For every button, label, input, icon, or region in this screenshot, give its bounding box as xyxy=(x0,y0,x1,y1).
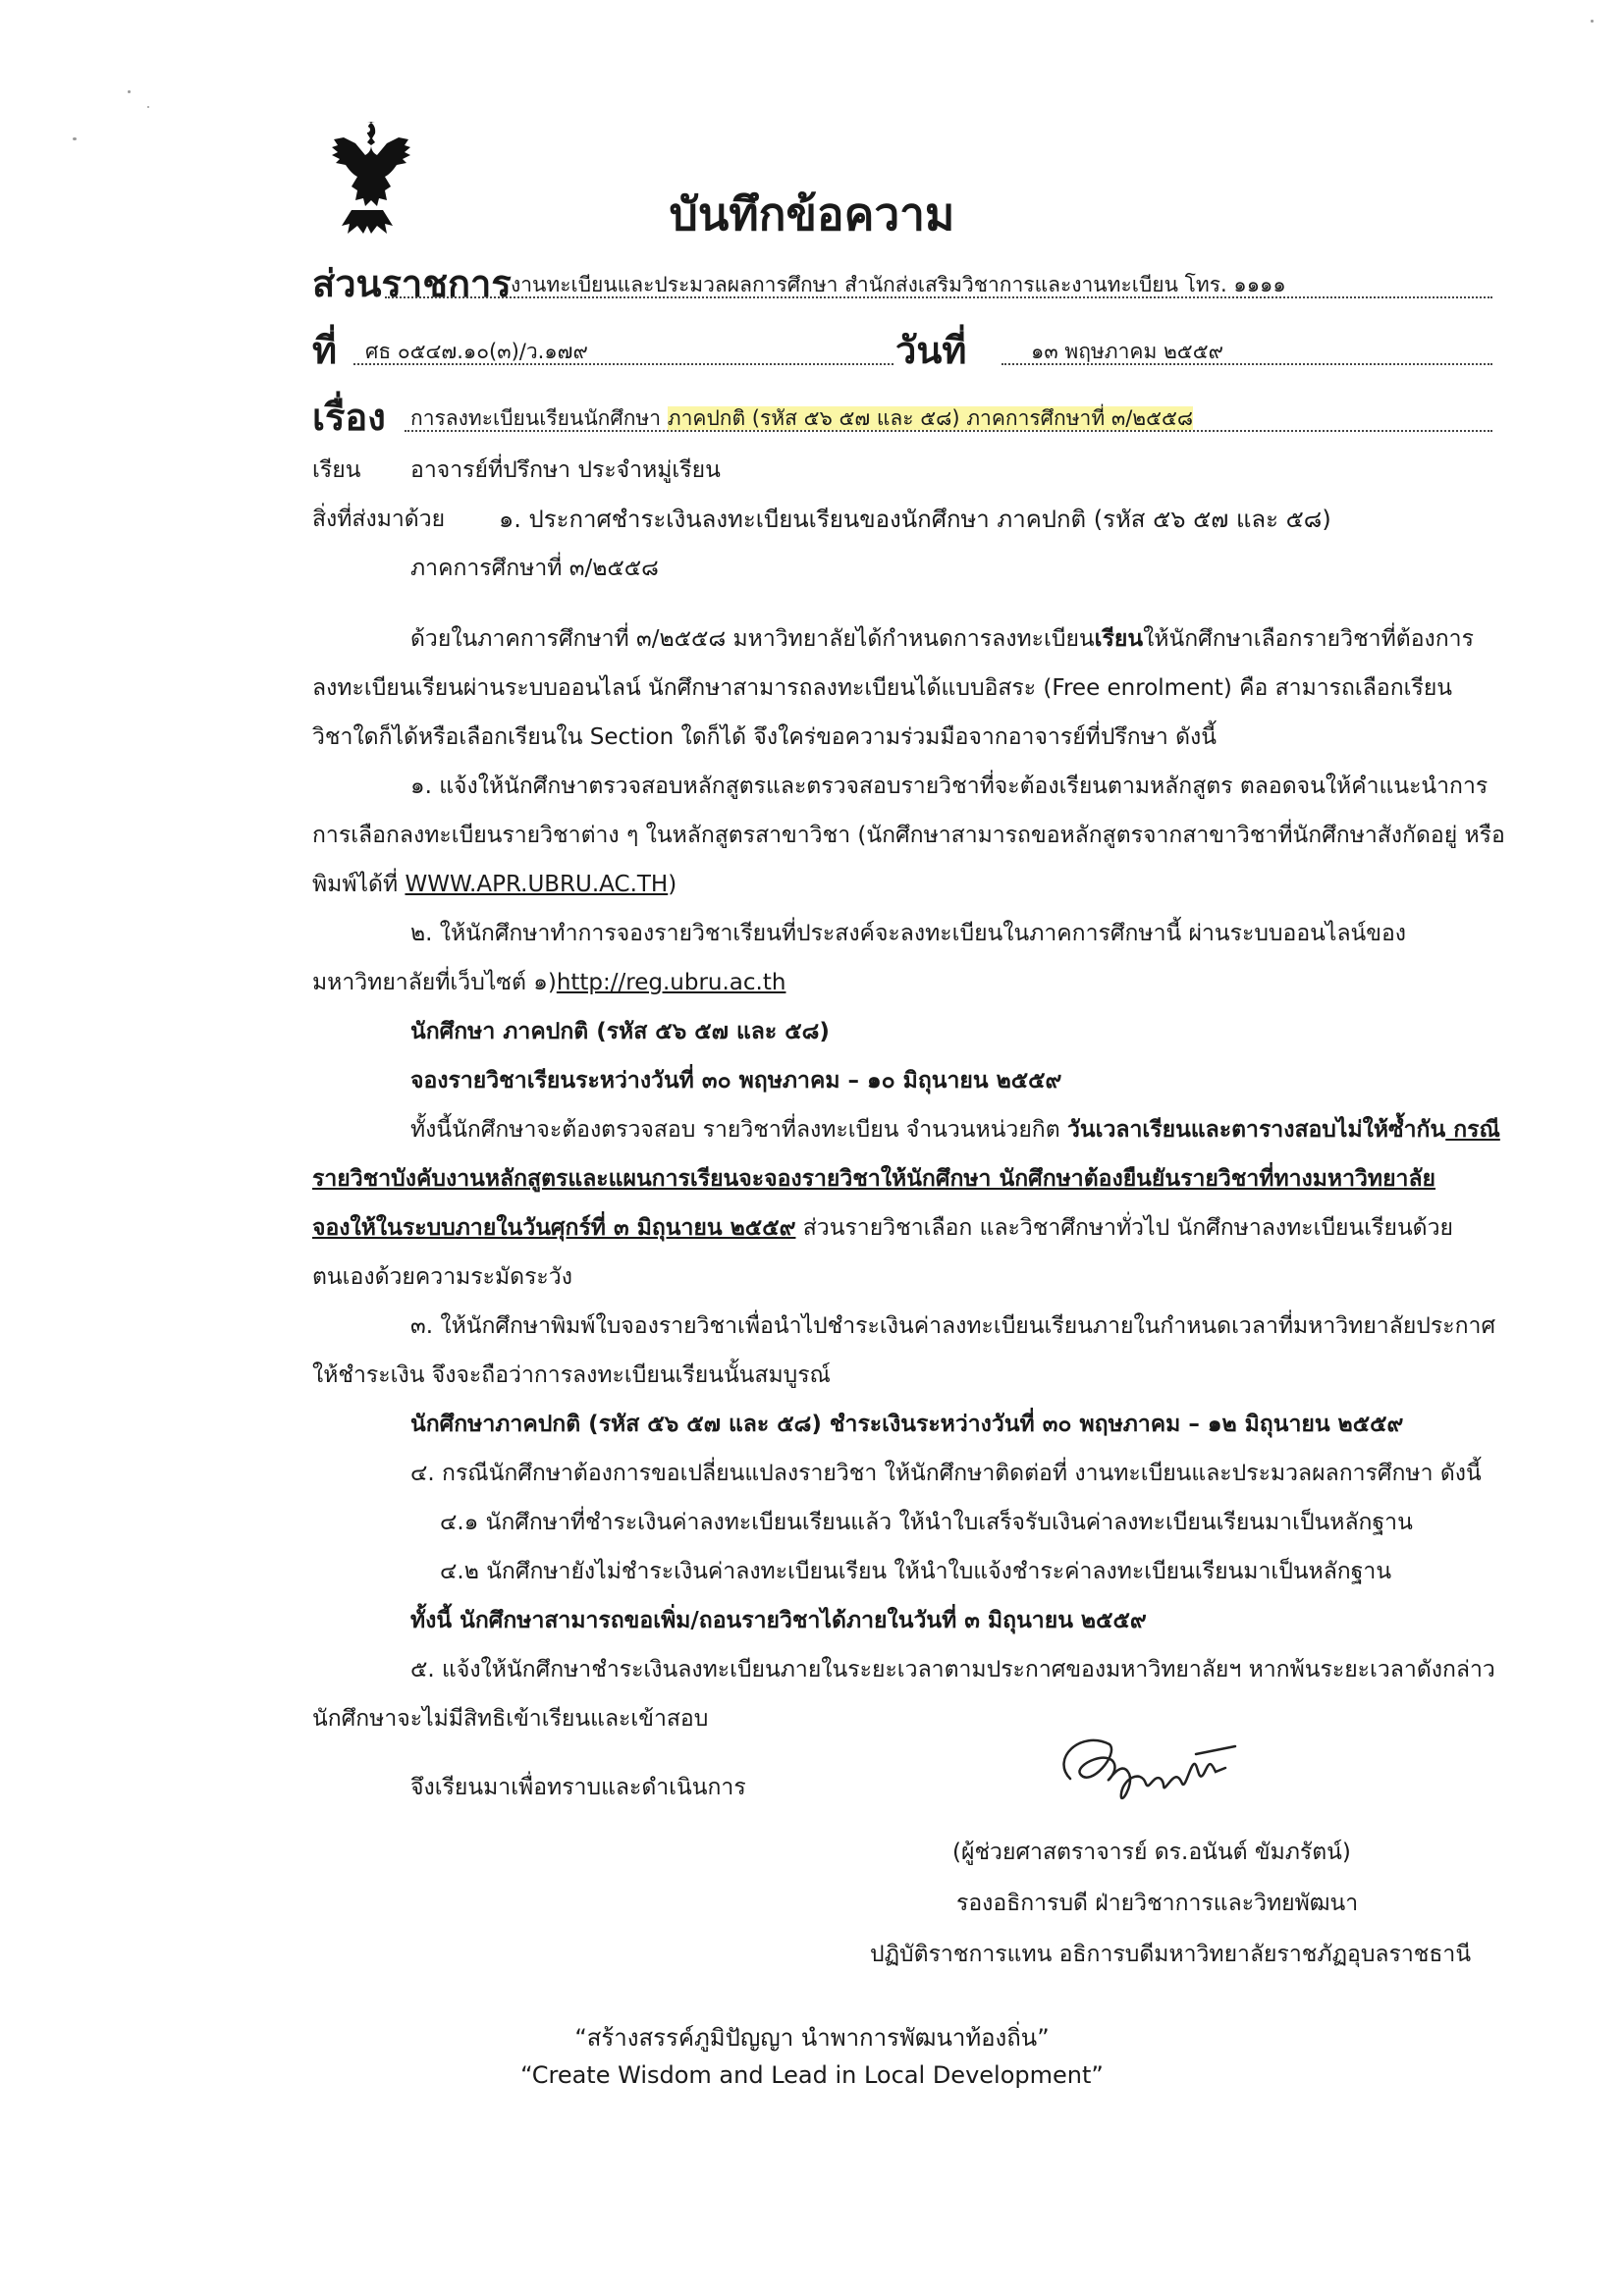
item-1-line-1: ๑. แจ้งให้นักศึกษาตรวจสอบหลักสูตรและตรวจสอบรายวิชาที่จะต้องเรียนตามหลักสูตร ตลอดจนให้คำแนะนำการ xyxy=(410,774,1489,799)
reg-website-link[interactable]: http://reg.ubru.ac.th xyxy=(556,970,786,995)
intro-line-2: ลงทะเบียนเรียนผ่านระบบออนไลน์ นักศึกษาสามารถลงทะเบียนได้แบบอิสระ (Free enrolment) คือ สามารถเลือกเรียน xyxy=(312,675,1453,701)
ref-dotted-line xyxy=(353,363,893,365)
subject-highlight: ภาคปกติ (รหัส ๕๖ ๕๗ และ ๕๘) ภาคการศึกษาที่ ๓/๒๕๕๘ xyxy=(667,406,1194,430)
item-3-line-1: ๓. ให้นักศึกษาพิมพ์ใบจองรายวิชาเพื่อนำไปชำระเงินค่าลงทะเบียนเรียนภายในกำหนดเวลาที่มหาวิทยาลัยประกาศ xyxy=(410,1313,1496,1339)
item-2-line-2: มหาวิทยาลัยที่เว็บไซต์ ๑)http://reg.ubru.ac.th xyxy=(312,970,786,995)
item-2-note-line-3: จองให้ในระบบภายในวันศุกร์ที่ ๓ มิถุนายน ๒๕๕๙ ส่วนรายวิชาเลือก และวิชาศึกษาทั่วไป นักศึกษาลงทะเบียนเรียนด้วย xyxy=(312,1215,1453,1241)
subject-value: การลงทะเบียนเรียนนักศึกษา ภาคปกติ (รหัส ๕๖ ๕๗ และ ๕๘) ภาคการศึกษาที่ ๓/๒๕๕๘ xyxy=(410,406,1194,430)
item-4-sub-2: ๔.๒ นักศึกษายังไม่ชำระเงินค่าลงทะเบียนเรียน ให้นำใบแจ้งชำระค่าลงทะเบียนเรียนมาเป็นหลักฐาน xyxy=(440,1559,1392,1584)
addressee-label: เรียน xyxy=(312,457,361,483)
agency-label: ส่วนราชการ xyxy=(312,262,512,305)
motto-english: “Create Wisdom and Lead in Local Development” xyxy=(520,2061,1104,2089)
intro-line-1: ด้วยในภาคการศึกษาที่ ๓/๒๕๕๘ มหาวิทยาลัยได้กำหนดการลงทะเบียนเรียนให้นักศึกษาเลือกรายวิชาที่ต้องการ xyxy=(410,626,1474,652)
subject-label: เรื่อง xyxy=(312,396,386,439)
date-label: วันที่ xyxy=(895,329,967,372)
scan-speck xyxy=(147,106,149,108)
item-4-line-1: ๔. กรณีนักศึกษาต้องการขอเปลี่ยนแปลงรายวิชา ให้นักศึกษาติดต่อที่ งานทะเบียนและประมวลผลการศึกษา ดังนี้ xyxy=(410,1461,1482,1486)
signatory-position: รองอธิการบดี ฝ่ายวิชาการและวิทยพัฒนา xyxy=(956,1891,1359,1916)
item-2-line-1: ๒. ให้นักศึกษาทำการจองรายวิชาเรียนที่ประสงค์จะลงทะเบียนในภาคการศึกษานี้ ผ่านระบบออนไลน์ของ xyxy=(410,921,1407,946)
scan-speck xyxy=(128,90,131,93)
intro-line-3: วิชาใดก็ได้หรือเลือกเรียนใน Section ใดก็ได้ จึงใคร่ขอความร่วมมือจากอาจารย์ที่ปรึกษา ดังนี้ xyxy=(312,724,1217,750)
ref-label: ที่ xyxy=(312,329,338,372)
signatory-acting-capacity: ปฏิบัติราชการแทน อธิการบดีมหาวิทยาลัยราชภัฏอุบลราชธานี xyxy=(870,1942,1472,1967)
item-2-booking-period: จองรายวิชาเรียนระหว่างวันที่ ๓๐ พฤษภาคม – ๑๐ มิถุนายน ๒๕๕๙ xyxy=(410,1068,1062,1094)
item-4-deadline: ทั้งนี้ นักศึกษาสามารถขอเพิ่ม/ถอนรายวิชาได้ภายในวันที่ ๓ มิถุนายน ๒๕๕๙ xyxy=(410,1608,1147,1633)
enclosure-line-2: ภาคการศึกษาที่ ๓/๒๕๕๘ xyxy=(410,556,659,581)
ref-number: ศธ ๐๕๔๗.๑๐(๓)/ว.๑๗๙ xyxy=(365,340,588,363)
item-4-sub-1: ๔.๑ นักศึกษาที่ชำระเงินค่าลงทะเบียนเรียนแล้ว ให้นำใบเสร็จรับเงินค่าลงทะเบียนเรียนมาเป็นหลักฐาน xyxy=(440,1510,1413,1535)
enclosure-label: สิ่งที่ส่งมาด้วย xyxy=(312,507,446,532)
item-1-line-3: พิมพ์ได้ที่ WWW.APR.UBRU.AC.TH) xyxy=(312,872,677,897)
signatory-name: (ผู้ช่วยศาสตราจารย์ ดร.อนันต์ ขัมภรัตน์) xyxy=(952,1840,1351,1865)
item-2-student-group: นักศึกษา ภาคปกติ (รหัส ๕๖ ๕๗ และ ๕๘) xyxy=(410,1019,830,1044)
handwritten-signature xyxy=(1031,1720,1326,1818)
item-2-note-line-4: ตนเองด้วยความระมัดระวัง xyxy=(312,1264,572,1290)
agency-value: งานทะเบียนและประมวลผลการศึกษา สำนักส่งเสริมวิชาการและงานทะเบียน โทร. ๑๑๑๑ xyxy=(511,273,1286,296)
item-2-note-line-1: ทั้งนี้นักศึกษาจะต้องตรวจสอบ รายวิชาที่ลงทะเบียน จำนวนหน่วยกิต วันเวลาเรียนและตารางสอบไม่ให้ซ้ำกัน กรณี xyxy=(410,1117,1500,1143)
motto-thai: “สร้างสรรค์ภูมิปัญญา นำพาการพัฒนาท้องถิ่น” xyxy=(574,2024,1050,2052)
scan-speck xyxy=(73,137,77,140)
item-3-line-2: ให้ชำระเงิน จึงจะถือว่าการลงทะเบียนเรียนนั้นสมบูรณ์ xyxy=(312,1362,831,1388)
scan-speck xyxy=(1591,20,1594,23)
agency-dotted-line xyxy=(385,296,1492,298)
item-5-line-1: ๕. แจ้งให้นักศึกษาชำระเงินลงทะเบียนภายในระยะเวลาตามประกาศของมหาวิทยาลัยฯ หากพ้นระยะเวลาดังกล่าว xyxy=(410,1657,1495,1682)
date-dotted-line xyxy=(1001,363,1492,365)
closing-line: จึงเรียนมาเพื่อทราบและดำเนินการ xyxy=(410,1775,746,1800)
apr-website-link[interactable]: WWW.APR.UBRU.AC.TH xyxy=(405,872,669,897)
date-value: ๑๓ พฤษภาคม ๒๕๕๙ xyxy=(1031,340,1223,363)
memo-title: บันทึกข้อความ xyxy=(669,187,955,240)
item-3-payment-period: นักศึกษาภาคปกติ (รหัส ๕๖ ๕๗ และ ๕๘) ชำระเงินระหว่างวันที่ ๓๐ พฤษภาคม – ๑๒ มิถุนายน ๒๕๕๙ xyxy=(410,1412,1404,1437)
enclosure-line-1: ๑. ประกาศชำระเงินลงทะเบียนเรียนของนักศึกษา ภาคปกติ (รหัส ๕๖ ๕๗ และ ๕๘) xyxy=(499,506,1331,533)
item-1-line-2: การเลือกลงทะเบียนรายวิชาต่าง ๆ ในหลักสูตรสาขาวิชา (นักศึกษาสามารถขอหลักสูตรจากสาขาวิชาที่นักศึกษาสังกัดอยู่ หรือ xyxy=(312,823,1505,848)
addressee-value: อาจารย์ที่ปรึกษา ประจำหมู่เรียน xyxy=(410,457,721,483)
item-2-note-line-2: รายวิชาบังคับงานหลักสูตรและแผนการเรียนจะจองรายวิชาให้นักศึกษา นักศึกษาต้องยืนยันรายวิชาที่ทางมหาวิทยาลัย xyxy=(312,1166,1436,1192)
item-5-line-2: นักศึกษาจะไม่มีสิทธิเข้าเรียนและเข้าสอบ xyxy=(312,1706,709,1732)
subject-dotted-line xyxy=(405,430,1492,432)
